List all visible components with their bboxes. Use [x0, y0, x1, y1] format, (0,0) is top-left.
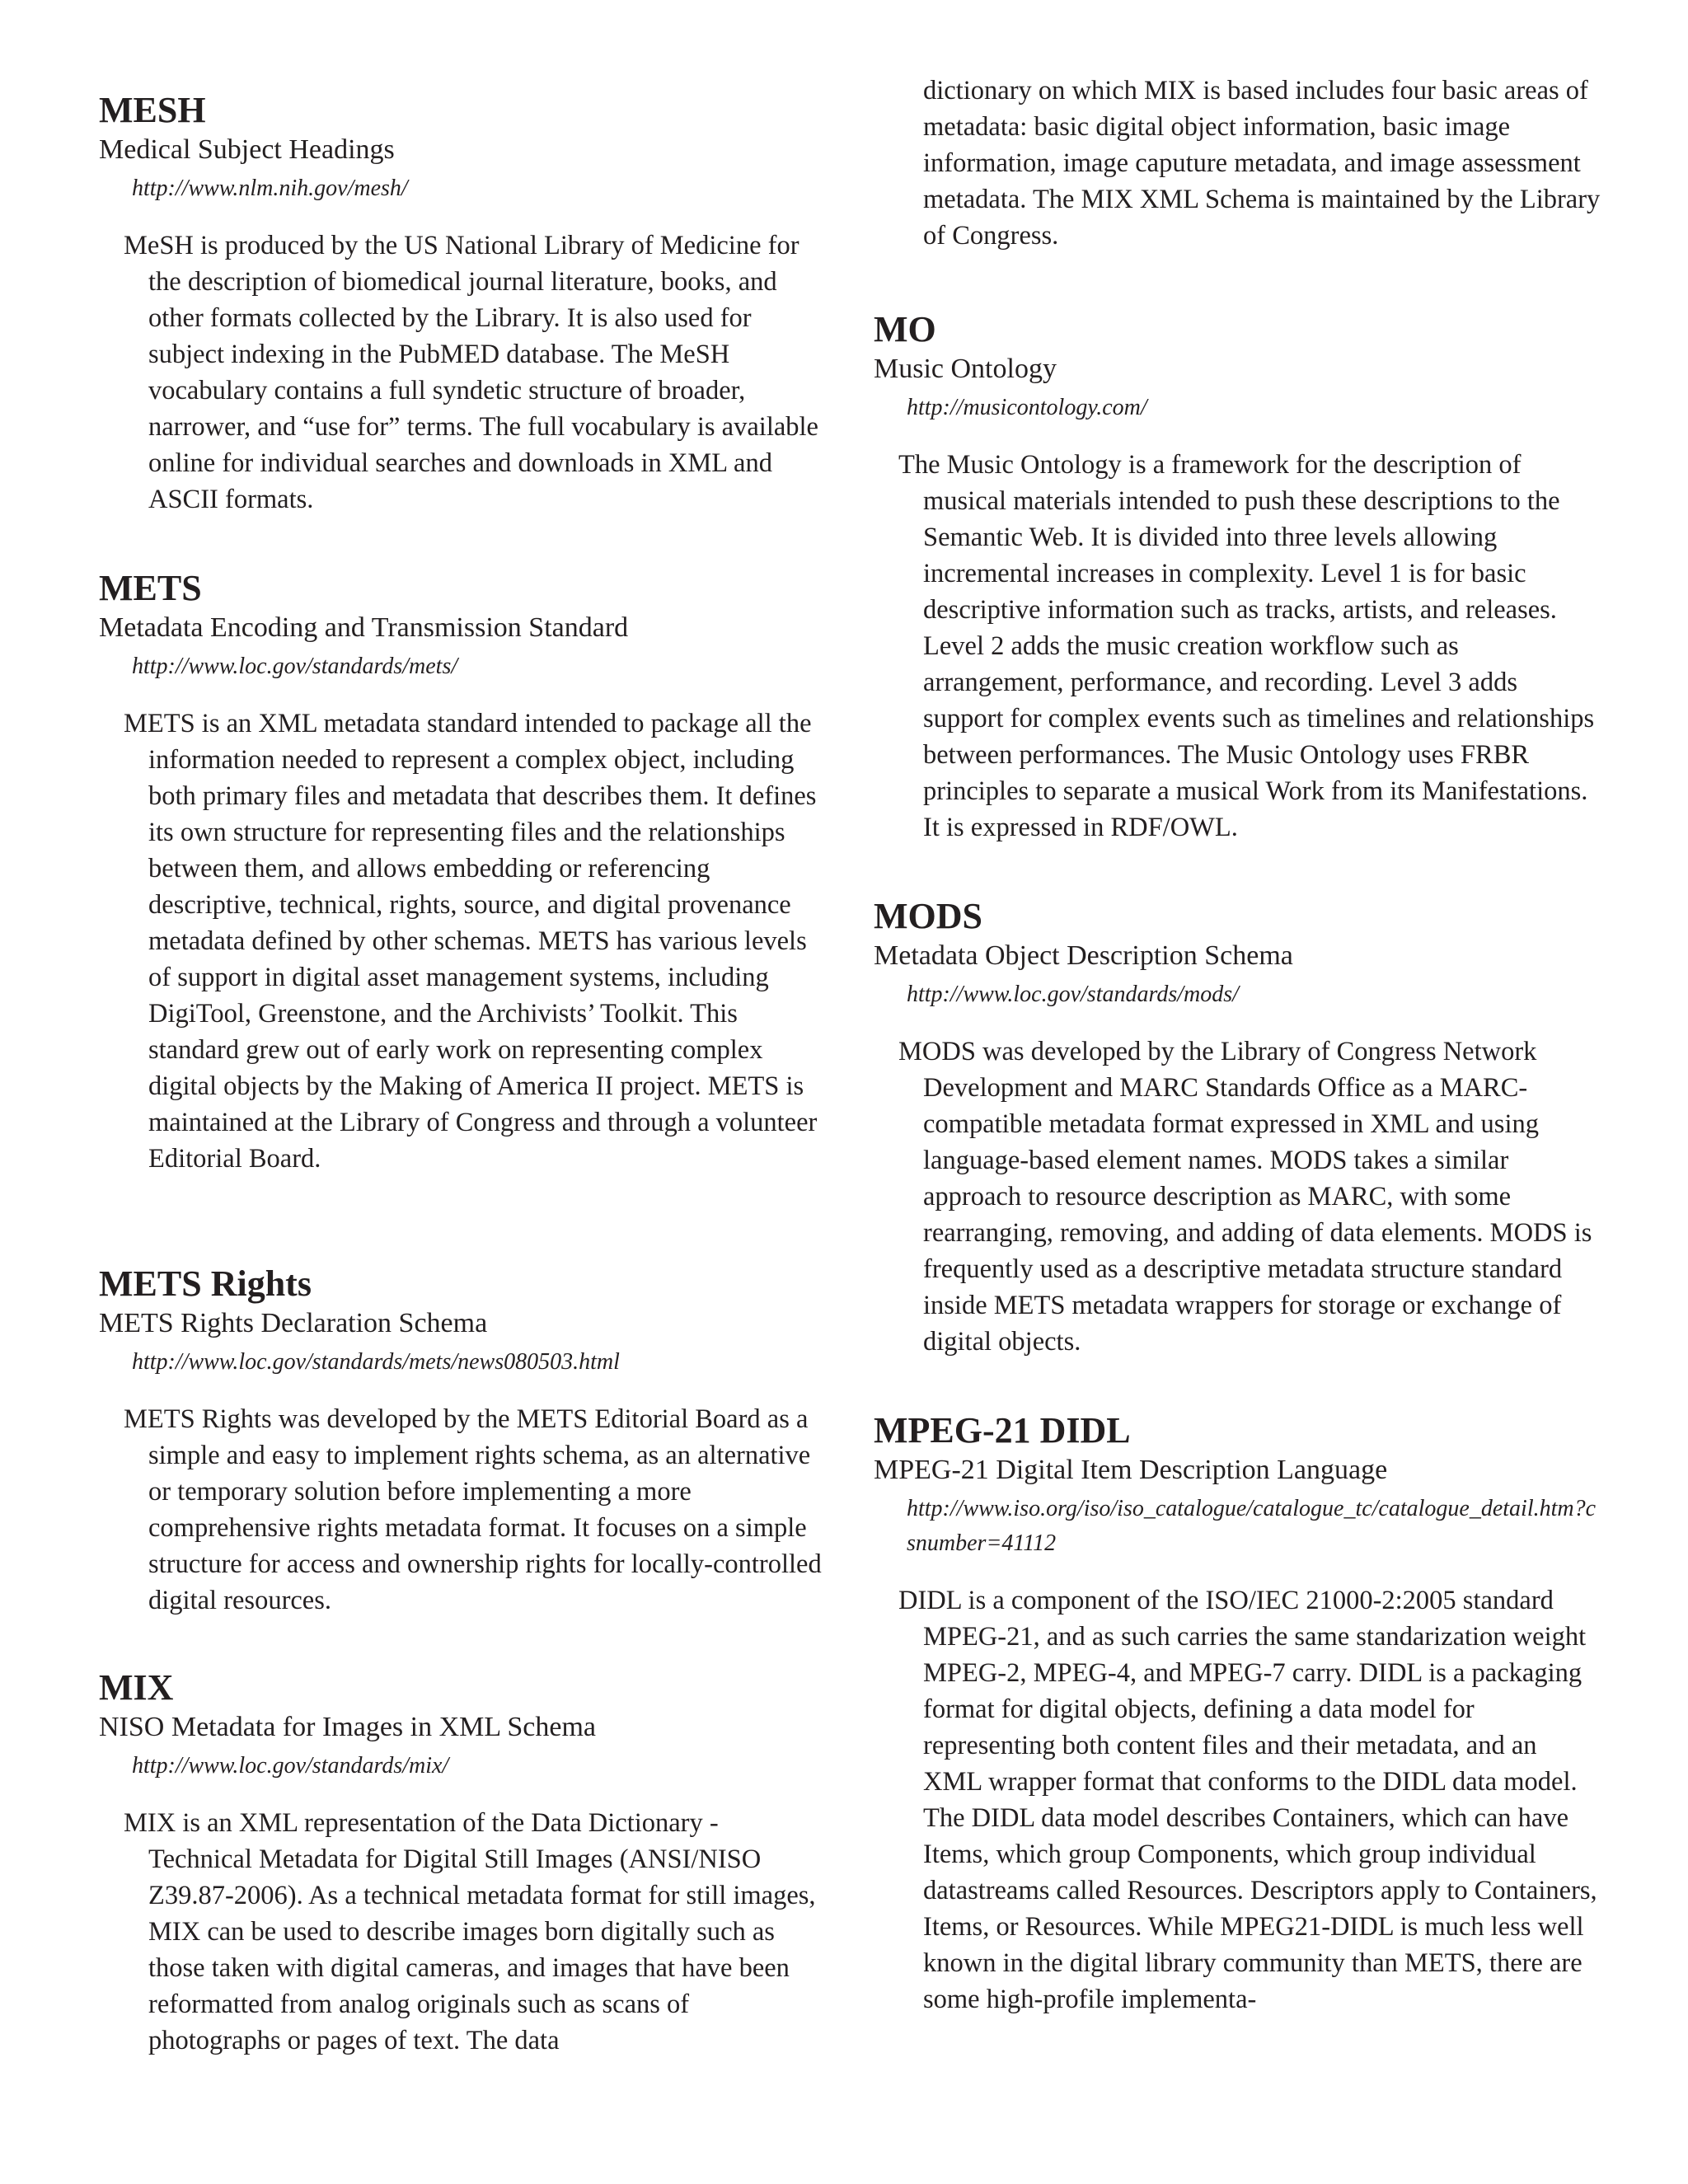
entry-title: MO — [874, 309, 936, 349]
entry-mesh — [99, 89, 824, 518]
entry-mix — [99, 1666, 824, 2059]
entry-subtitle: METS Rights Declaration Schema — [99, 1308, 488, 1338]
entry-description: METS is an XML metadata standard intended to package all the information needed to represent a complex object, including both primary files and metadata that describes them. It defines its own structure for representing files and the relationships between them, and allows embedding or referencing descriptive, technical, rights, source, and digital provenance metadata defined by other schemas. METS has various levels of support in digital asset management systems, including DigiTool, Greenstone, and the Archivists’ Toolkit. This standard grew out of early work on representing complex digital objects by the Making of America II project. METS is maintained at the Library of Congress and through a volunteer Editorial Board. — [124, 709, 818, 1174]
entry-title: MPEG-21 DIDL — [874, 1410, 1131, 1451]
entry-title: METS Rights — [99, 1263, 312, 1304]
entry-subtitle: NISO Metadata for Images in XML Schema — [99, 1712, 597, 1742]
entry-subtitle: Metadata Encoding and Transmission Standard — [99, 612, 629, 643]
entry-title: MODS — [874, 896, 982, 936]
entry-description: MODS was developed by the Library of Congress Network Development and MARC Standards Office as a MARC-compatible metadata format expressed in XML and using language-based element names. MODS takes a similar approach to resource description as MARC, with some rearranging, removing, and adding of data elements. MODS is frequently used as a descriptive metadata structure standard inside METS metadata wrappers for storage or exchange of digital objects. — [898, 1037, 1592, 1357]
entry-subtitle: Medical Subject Headings — [99, 134, 395, 165]
entry-subtitle: MPEG-21 Digital Item Description Language — [874, 1455, 1388, 1485]
entry-subtitle: Metadata Object Description Schema — [874, 940, 1293, 971]
entry-url: http://www.iso.org/iso/iso_catalogue/catalogue_tc/catalogue_detail.htm?csnumber=41112 — [907, 1496, 1597, 1556]
entry-url: http://www.loc.gov/standards/mix/ — [132, 1753, 449, 1779]
entry-mods — [874, 895, 1599, 1360]
entry-mo — [874, 308, 1599, 846]
entry-mets — [99, 567, 824, 1177]
continued-text: dictionary on which MIX is based includes four basic areas of metadata: basic digital object information, basic image information, image caputure metadata, and image assessment metadata. The MIX XML Schema is maintained by the Library of Congress. — [923, 76, 1601, 251]
entry-description: The Music Ontology is a framework for the description of musical materials intended to push these descriptions to the Semantic Web. It is divided into three levels allowing incremental increases in complexity. Level 1 is for basic descriptive information such as tracks, artists, and releases. Level 2 adds the music creation workflow such as arrangement, performance, and recording. Level 3 adds support for complex events such as timelines and relationships between performances. The Music Ontology uses FRBR principles to separate a musical Work from its Manifestations. It is expressed in RDF/OWL. — [898, 450, 1595, 842]
entry-url: http://www.nlm.nih.gov/mesh/ — [132, 176, 408, 201]
entry-url: http://www.loc.gov/standards/mods/ — [907, 982, 1239, 1007]
entry-title: METS — [99, 568, 202, 608]
entry-subtitle: Music Ontology — [874, 354, 1057, 384]
entry-url: http://musicontology.com/ — [907, 395, 1147, 420]
entry-description: DIDL is a component of the ISO/IEC 21000-2:2005 standard MPEG-21, and as such carries the same standarization weight MPEG-2, MPEG-4, and MPEG-7 carry. DIDL is a packaging format for digital objects, defining a data model for representing both content files and their metadata, and an XML wrapper format that conforms to the DIDL data model. The DIDL data model describes Containers, which can have Items, which group Components, which group individual datastreams called Resources. Descriptors apply to Containers, Items, or Resources. While MPEG21-DIDL is much less well known in the digital library community than METS, there are some high-profile implementa- — [898, 1586, 1597, 2014]
entry-mpeg21-didl — [874, 1409, 1599, 2018]
entry-title: MESH — [99, 90, 206, 130]
entry-url: http://www.loc.gov/standards/mets/ — [132, 654, 458, 679]
entry-description: MIX is an XML representation of the Data Dictionary - Technical Metadata for Digital Still Images (ANSI/NISO Z39.87-2006). As a technical metadata format for still images, MIX can be used to describe images born digitally such as those taken with digital cameras, and images that have been reformatted from analog originals such as scans of photographs or pages of text. The data — [124, 1808, 816, 2055]
entry-title: MIX — [99, 1667, 174, 1708]
entry-description: METS Rights was developed by the METS Editorial Board as a simple and easy to implement rights schema, as an alternative or temporary solution before implementing a more comprehensive rights metadata format. It focuses on a simple structure for access and ownership rights for locally-controlled digital resources. — [124, 1404, 822, 1615]
entry-description: MeSH is produced by the US National Library of Medicine for the description of biomedical journal literature, books, and other formats collected by the Library. It is also used for subject indexing in the PubMED database. The MeSH vocabulary contains a full syndetic structure of broader, narrower, and “use for” terms. The full vocabulary is available online for individual searches and downloads in XML and ASCII formats. — [124, 231, 818, 514]
entry-url: http://www.loc.gov/standards/mets/news080503.html — [132, 1349, 620, 1375]
entry-mets-rights — [99, 1263, 824, 1619]
